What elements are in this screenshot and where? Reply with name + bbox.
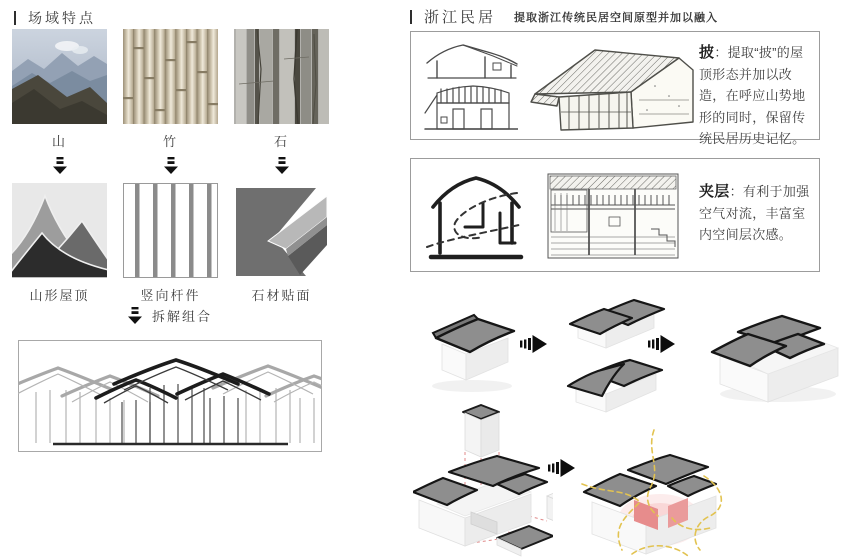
combine-label: 拆解组合 <box>152 309 213 324</box>
house-perspective-sketch <box>529 40 697 132</box>
card-mezzanine <box>410 158 820 272</box>
mountain-photo <box>12 29 107 124</box>
concept-cell-roof <box>12 183 107 304</box>
massing-step1-house <box>420 300 520 395</box>
card-pi-text <box>699 42 813 150</box>
down-arrow-icon <box>53 157 67 174</box>
right-section-title <box>410 6 718 27</box>
photo-cell-stone <box>234 29 329 174</box>
site-photo-row <box>12 29 329 174</box>
left-section-title <box>14 8 96 28</box>
combine-row <box>128 306 212 325</box>
right-arrow-icon <box>520 334 548 354</box>
stone-veneer-diagram <box>234 183 329 278</box>
airflow-section-icon <box>425 167 527 263</box>
concept-cell-stone-veneer <box>234 183 329 304</box>
concept-row <box>12 183 329 304</box>
massing-final-airflow <box>576 428 736 558</box>
card-mezzanine-text <box>699 181 813 246</box>
concept-cell-bars <box>123 183 218 304</box>
right-arrow-icon <box>648 334 676 354</box>
massing-exploded-axon <box>413 400 553 558</box>
roof-section-sketches <box>423 37 518 134</box>
mountain-roof-diagram <box>12 183 107 278</box>
section-marker <box>410 10 412 24</box>
card-desc: 提取“披”的屋顶形态并加以改造，在呼应山势地形的同时，保留传统民居历史记忆。 <box>699 45 806 146</box>
card-sep: ： <box>729 184 743 199</box>
mezzanine-interior-sketch <box>547 173 679 259</box>
down-arrow-icon <box>128 307 142 324</box>
bamboo-photo <box>123 29 218 124</box>
right-subtitle-text: 提取浙江传统民居空间原型并加以融入 <box>514 11 719 24</box>
card-pi-roof <box>410 31 820 146</box>
photo-cell-bamboo <box>123 29 218 174</box>
card-term: 披 <box>699 44 715 61</box>
stone-photo <box>234 29 329 124</box>
right-title-text: 浙江民居 <box>424 9 497 26</box>
section-marker <box>14 11 16 25</box>
right-arrow-icon <box>548 458 576 478</box>
down-arrow-icon <box>275 157 289 174</box>
roofline-elevation-drawing <box>18 340 322 452</box>
concept-label: 竖向杆件 <box>140 288 201 303</box>
photo-label: 竹 <box>162 134 178 149</box>
photo-label: 山 <box>51 134 67 149</box>
concept-label: 石材贴面 <box>251 288 312 303</box>
photo-cell-mountain <box>12 29 107 174</box>
card-sep: ： <box>714 45 728 60</box>
left-title-text: 场域特点 <box>28 10 96 26</box>
vertical-bars-diagram <box>123 183 218 278</box>
photo-label: 石 <box>273 134 289 149</box>
massing-step3-combined <box>706 292 856 407</box>
down-arrow-icon <box>164 157 178 174</box>
card-term: 夹层 <box>699 183 730 200</box>
card-desc: 有利于加强空气对流，丰富室内空间层次感。 <box>699 184 810 242</box>
concept-label: 山形屋顶 <box>29 288 90 303</box>
